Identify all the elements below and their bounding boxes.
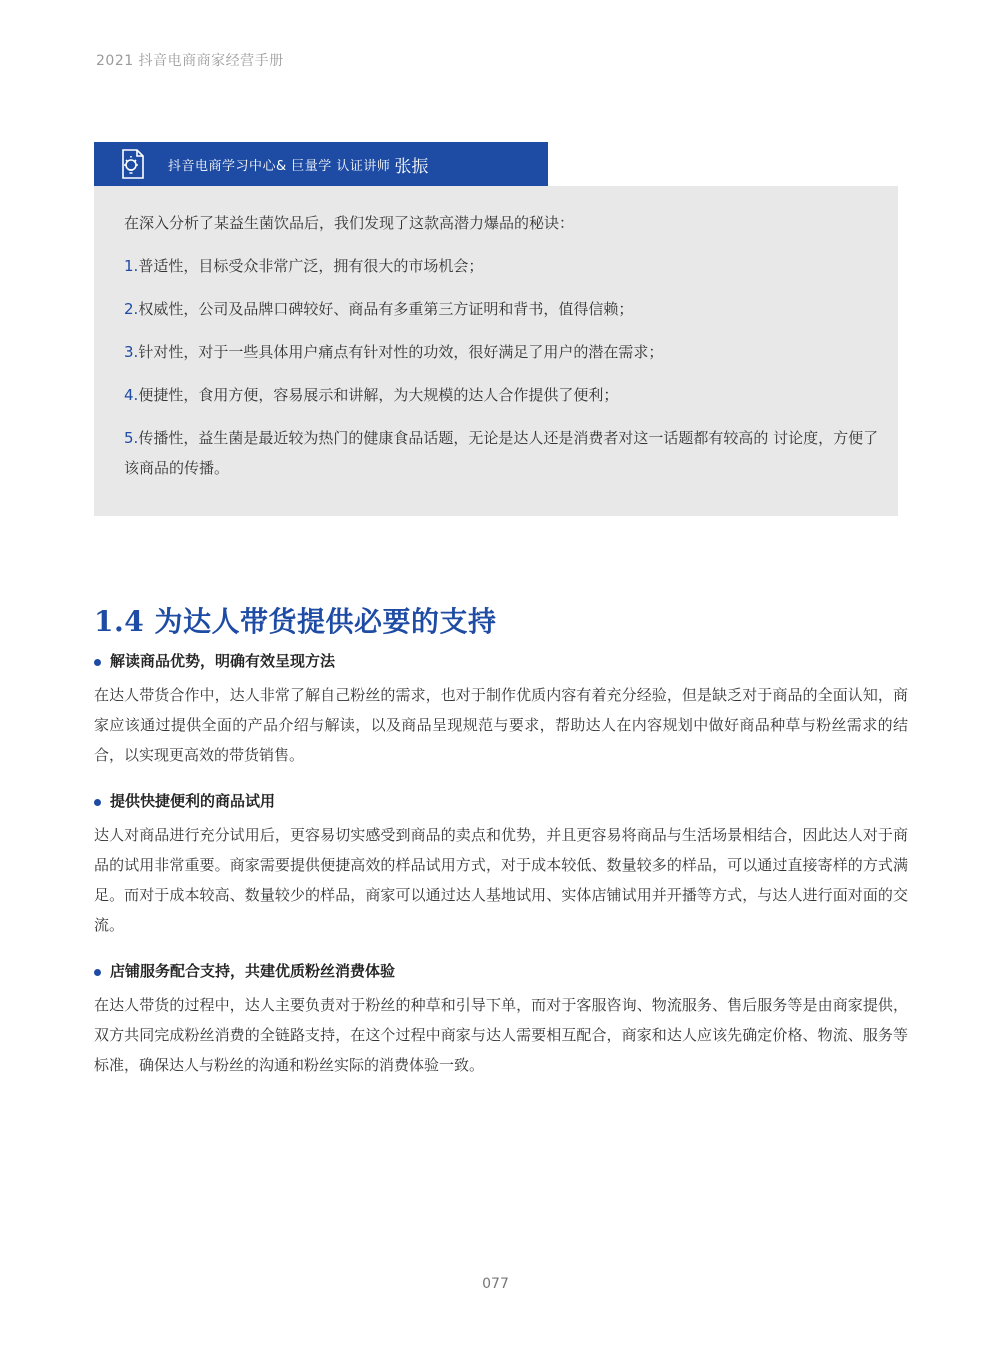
tip-item: 2.权威性，公司及品牌口碑较好、商品有多重第三方证明和背书，值得信赖；: [124, 300, 634, 318]
subsection-body: 在达人带货合作中，达人非常了解自己粉丝的需求，也对于制作优质内容有着充分经验，但是缺乏对于商品的全面认知，商家应该通过提供全面的产品介绍与解读，以及商品呈现规范与要求，帮助达人在内容规划中做好商品种草与粉丝需求的结合，以实现更高效的带货销售。: [94, 686, 908, 764]
subsection-product-trial: [94, 788, 908, 940]
section-title: 1.4 为达人带货提供必要的支持: [94, 605, 497, 638]
tip-item: 1.普适性，目标受众非常广泛，拥有很大的市场机会；: [124, 257, 484, 275]
subsection-product-advantages: [94, 648, 908, 770]
expert-tip-box: [94, 142, 898, 516]
tip-intro: 在深入分析了某益生菌饮品后，我们发现了这款高潜力爆品的秘诀：: [124, 214, 575, 232]
subsection-heading: 店铺服务配合支持，共建优质粉丝消费体验: [94, 958, 908, 982]
tip-banner: [94, 142, 548, 186]
running-header: 2021 抖音电商商家经营手册: [96, 53, 284, 69]
page-number: 077: [482, 1276, 509, 1292]
bullet-icon: [94, 969, 101, 976]
tip-author-name: 张振: [394, 156, 429, 177]
tip-item: 4.便捷性，食用方便，容易展示和讲解，为大规模的达人合作提供了便利；: [124, 386, 619, 404]
tip-item: 3.针对性，对于一些具体用户痛点有针对性的功效，很好满足了用户的潜在需求；: [124, 343, 664, 361]
subsection-heading: 提供快捷便利的商品试用: [94, 788, 908, 812]
bullet-icon: [94, 659, 101, 666]
subsection-heading: 解读商品优势，明确有效呈现方法: [94, 648, 908, 672]
tip-item: 5.传播性，益生菌是最近较为热门的健康食品话题，无论是达人还是消费者对这一话题都有较高的 讨论度，方便了该商品的传播。: [124, 429, 879, 477]
bullet-icon: [94, 799, 101, 806]
lightbulb-document-icon: [112, 144, 152, 184]
tip-banner-text: 抖音电商学习中心& 巨量学 认证讲师: [168, 158, 391, 174]
tip-panel: [94, 186, 898, 516]
subsection-store-service: [94, 958, 908, 1080]
subsection-body: 在达人带货的过程中，达人主要负责对于粉丝的种草和引导下单，而对于客服咨询、物流服务、售后服务等是由商家提供，双方共同完成粉丝消费的全链路支持，在这个过程中商家与达人需要相互配合，商家和达人应该先确定价格、物流、服务等标准，确保达人与粉丝的沟通和粉丝实际的消费体验一致。: [94, 996, 908, 1074]
subsection-body: 达人对商品进行充分试用后，更容易切实感受到商品的卖点和优势，并且更容易将商品与生活场景相结合，因此达人对于商品的试用非常重要。商家需要提供便捷高效的样品试用方式，对于成本较低、数量较多的样品，可以通过直接寄样的方式满足。而对于成本较高、数量较少的样品，商家可以通过达人基地试用、实体店铺试用并开播等方式，与达人进行面对面的交流。: [94, 826, 908, 934]
